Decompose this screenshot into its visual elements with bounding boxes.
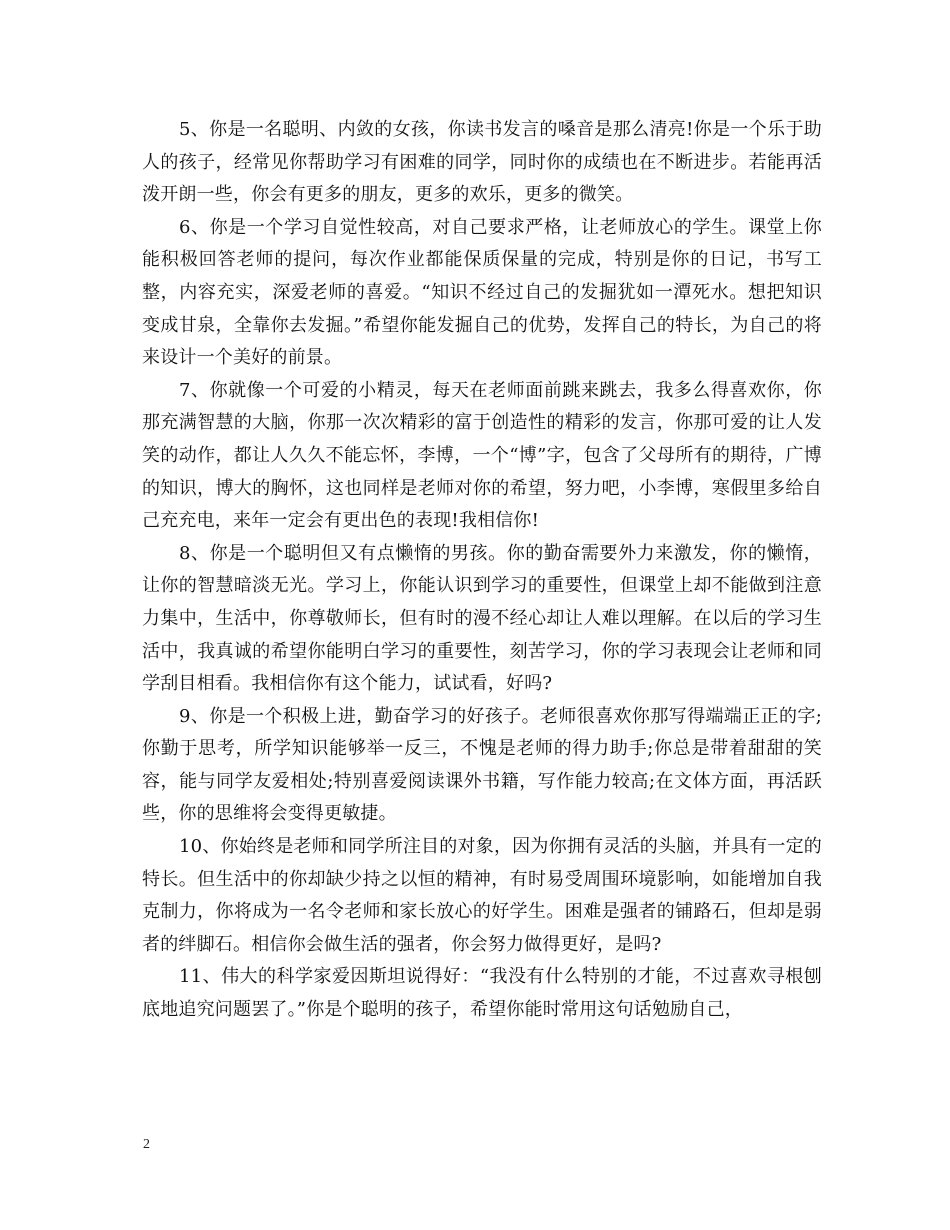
paragraph-comment-7: 7、你就像一个可爱的小精灵，每天在老师面前跳来跳去，我多么得喜欢你，你那充满智慧的大脑，你那一次次精彩的富于创造性的精彩的发言，你那可爱的让人发笑的动作，都让人久久不能忘怀，李博，一个“博”字，包含了父母所有的期待，广博的知识，博大的胸怀，这也同样是老师对你的希望，努力吧，小李博，寒假里多给自己充充电，来年一定会有更出色的表现!我相信你! bbox=[142, 379, 822, 532]
paragraph-comment-5: 5、你是一名聪明、内敛的女孩，你读书发言的嗓音是那么清亮!你是一个乐于助人的孩子，经常见你帮助学习有困难的同学，同时你的成绩也在不断进步。若能再活泼开朗一些，你会有更多的朋友，更多的欢乐，更多的微笑。 bbox=[142, 119, 822, 206]
paragraph-comment-9: 9、你是一个积极上进，勤奋学习的好孩子。老师很喜欢你那写得端端正正的字;你勤于思考，所学知识能够举一反三，不愧是老师的得力助手;你总是带着甜甜的笑容，能与同学友爱相处;特别喜爱阅读课外书籍，写作能力较高;在文体方面，再活跃些，你的思维将会变得更敏捷。 bbox=[142, 705, 822, 825]
paragraph-comment-10: 10、你始终是老师和同学所注目的对象，因为你拥有灵活的头脑，并具有一定的特长。但生活中的你却缺少持之以恒的精神，有时易受周围环境影响，如能增加自我克制力，你将成为一名令老师和家长放心的好学生。困难是强者的铺路石，但却是弱者的绊脚石。相信你会做生活的强者，你会努力做得更好，是吗? bbox=[142, 836, 822, 955]
paragraph-comment-8: 8、你是一个聪明但又有点懒惰的男孩。你的勤奋需要外力来激发，你的懒惰，让你的智慧暗淡无光。学习上，你能认识到学习的重要性，但课堂上却不能做到注意力集中，生活中，你尊敬师长，但有时的漫不经心却让人难以理解。在以后的学习生活中，我真诚的希望你能明白学习的重要性，刻苦学习，你的学习表现会让老师和同学刮目相看。我相信你有这个能力，试试看，好吗? bbox=[142, 542, 822, 695]
paragraph-comment-11: 11、伟大的科学家爱因斯坦说得好：“我没有什么特别的才能，不过喜欢寻根刨底地追究问题罢了。”你是个聪明的孩子，希望你能时常用这句话勉励自己， bbox=[142, 966, 822, 1021]
paragraph-comment-6: 6、你是一个学习自觉性较高，对自己要求严格，让老师放心的学生。课堂上你能积极回答老师的提问，每次作业都能保质保量的完成，特别是你的日记，书写工整，内容充实，深爱老师的喜爱。“知识不经过自己的发掘犹如一潭死水。想把知识变成甘泉，全靠你去发掘。”希望你能发掘自己的优势，发挥自己的特长，为自己的将来设计一个美好的前景。 bbox=[142, 216, 822, 369]
document-body bbox=[142, 114, 822, 1027]
page-number: 2 bbox=[143, 1137, 150, 1152]
